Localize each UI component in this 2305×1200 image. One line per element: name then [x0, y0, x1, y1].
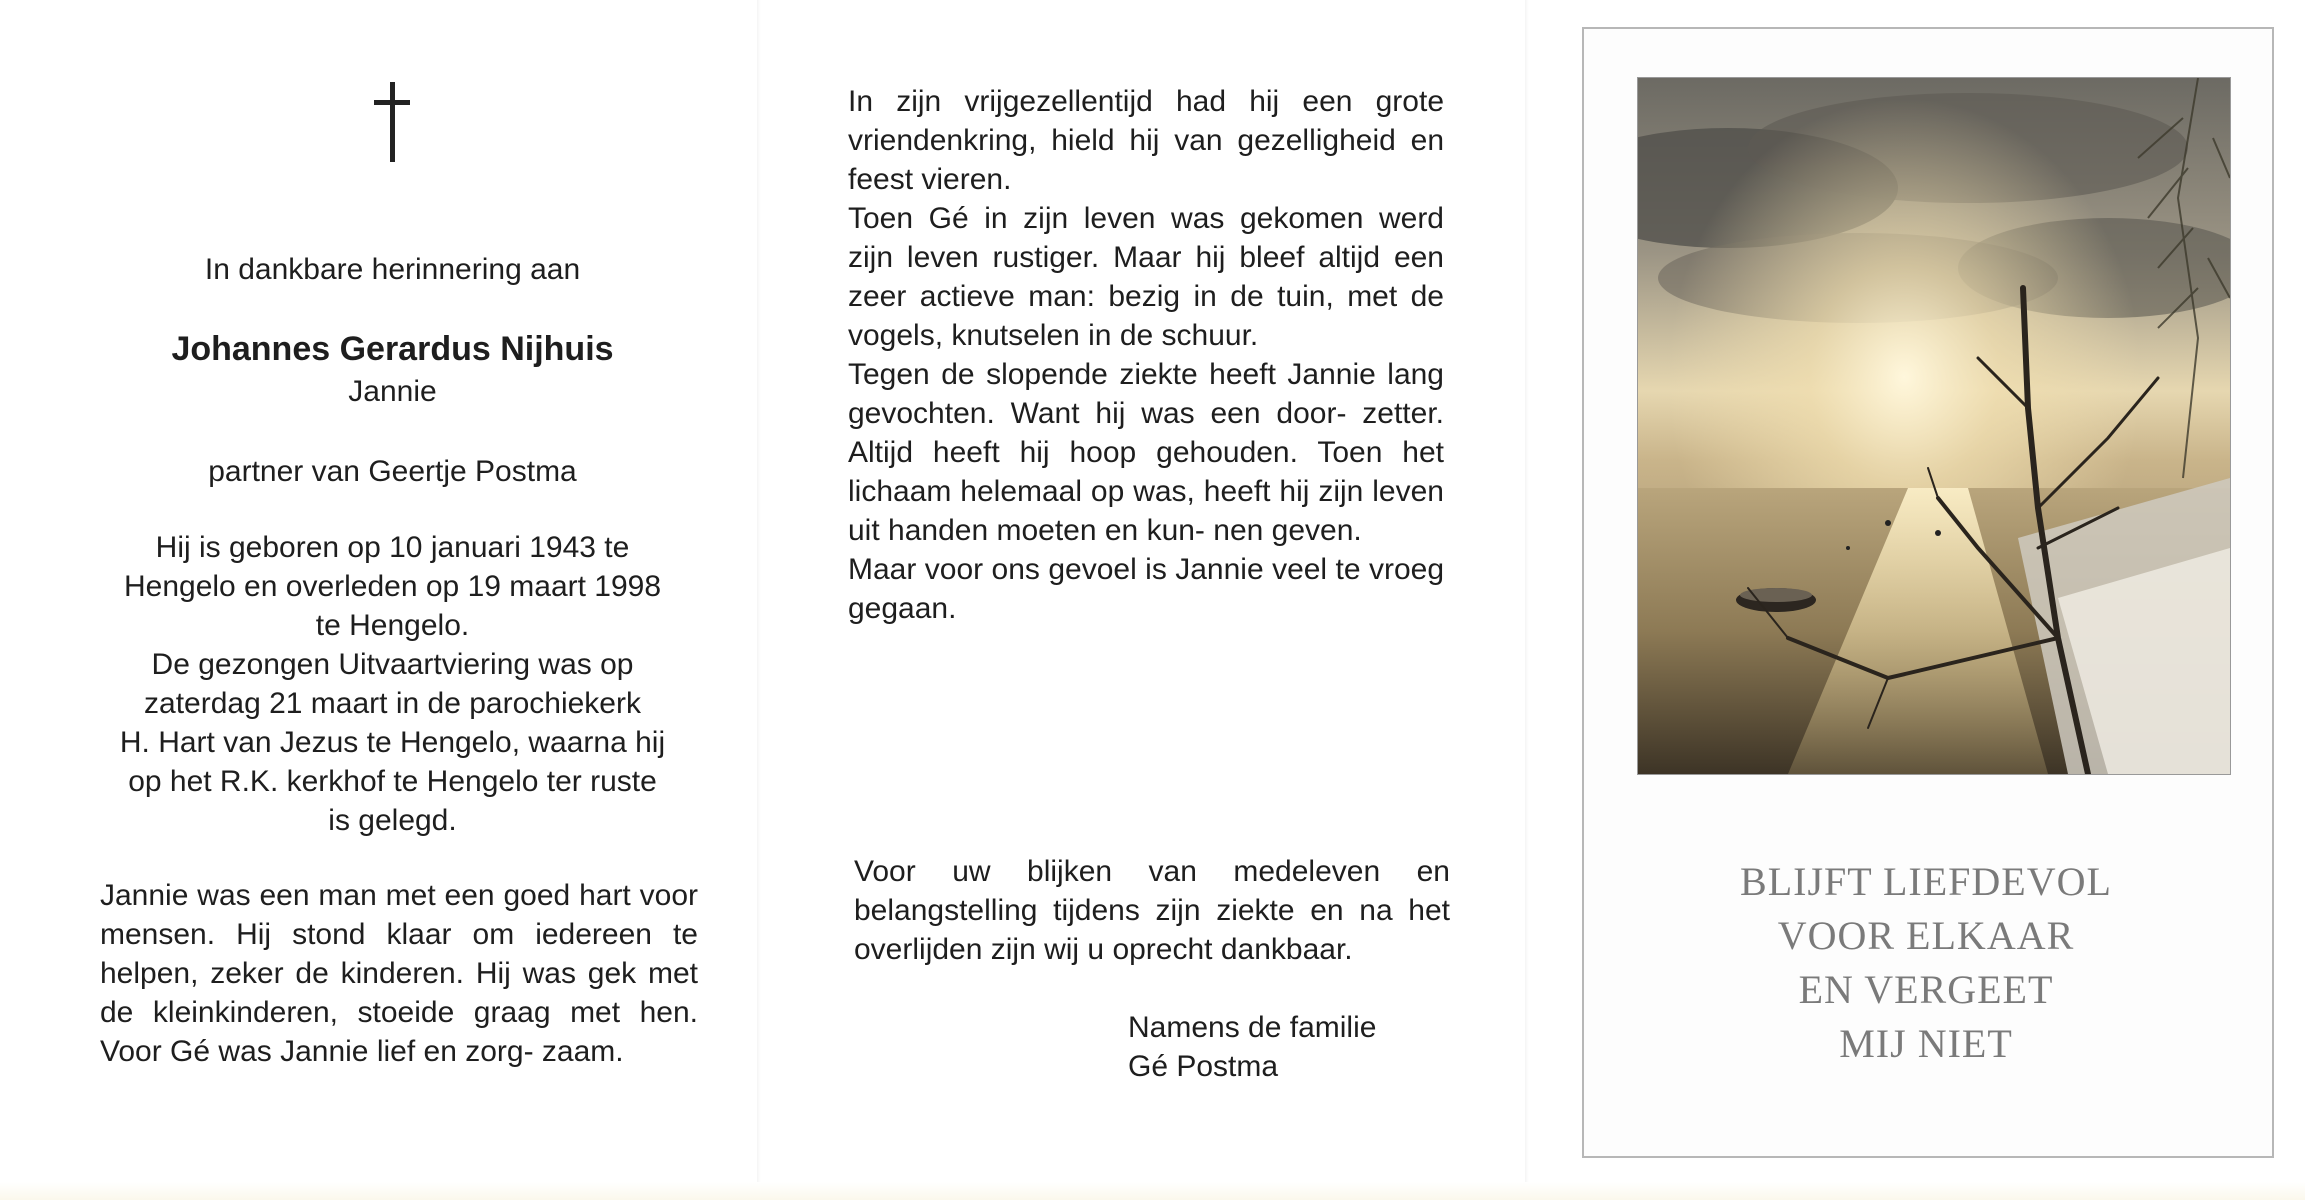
story-block	[848, 82, 1444, 628]
fold-line-1	[757, 0, 761, 1200]
verse-line: BLIJFT LIEFDEVOL	[1740, 859, 2112, 904]
memorial-verse	[1582, 855, 2270, 1071]
intro-text: In dankbare herinnering aan	[204, 253, 581, 286]
story-paragraph: Maar voor ons gevoel is Jannie veel te vroeg gegaan.	[848, 553, 1444, 625]
partner-line: partner van Geertje Postma	[208, 455, 577, 488]
tribute-paragraph	[100, 876, 698, 1071]
thanks-paragraph	[854, 852, 1450, 969]
story-paragraph: Toen Gé in zijn leven was gekomen werd zijn leven rustiger. Maar hij bleef altijd een zeer actieve man: bezig in de tuin, met de vogels, knutselen in de schuur.	[848, 202, 1444, 352]
tribute-text: Jannie was een man met een goed hart voor mensen. Hij stond klaar om iedereen te helpen, zeker de kinderen. Hij was gek met de kleinkinderen, stoeide graag met hen. Voor Gé was Jannie lief en zorg- zaam.	[100, 879, 698, 1068]
sunset-lake-photo	[1637, 77, 2231, 775]
verse-line: MIJ NIET	[1839, 1021, 2013, 1066]
bio-line: Hij is geboren op 10 januari 1943 te	[155, 531, 630, 564]
deceased-nickname: Jannie	[348, 375, 437, 408]
signature	[1128, 1008, 1376, 1086]
bio-line: H. Hart van Jezus te Hengelo, waarna hij	[119, 726, 666, 759]
fold-line-2	[1525, 0, 1529, 1200]
paper-edge	[0, 1182, 2305, 1200]
bio-line: te Hengelo.	[315, 609, 470, 642]
deceased-name: Johannes Gerardus Nijhuis	[171, 330, 614, 368]
signature-line: Gé Postma	[1128, 1050, 1279, 1083]
story-paragraph: Tegen de slopende ziekte heeft Jannie lang gevochten. Want hij was een door- zetter. Altijd heeft hij hoop gehouden. Toen het lichaam helemaal op was, heeft hij zijn leven uit handen moeten en kun- nen geven.	[848, 358, 1444, 547]
signature-line: Namens de familie	[1128, 1011, 1377, 1044]
cross-icon	[374, 82, 410, 162]
bio-line: op het R.K. kerkhof te Hengelo ter ruste	[128, 765, 657, 798]
story-paragraph: In zijn vrijgezellentijd had hij een grote vriendenkring, hield hij van gezelligheid en feest vieren.	[848, 85, 1444, 196]
bio-line: is gelegd.	[328, 804, 457, 837]
verse-line: EN VERGEET	[1798, 967, 2054, 1012]
bio-line: De gezongen Uitvaartviering was op	[151, 648, 634, 681]
bio-line: Hengelo en overleden op 19 maart 1998	[123, 570, 662, 603]
thanks-text: Voor uw blijken van medeleven en belangstelling tijdens zijn ziekte en na het overlijden zijn wij u oprecht dankbaar.	[854, 855, 1450, 966]
bio-line: zaterdag 21 maart in de parochiekerk	[144, 687, 641, 720]
verse-line: VOOR ELKAAR	[1777, 913, 2075, 958]
bio-block	[60, 528, 725, 840]
